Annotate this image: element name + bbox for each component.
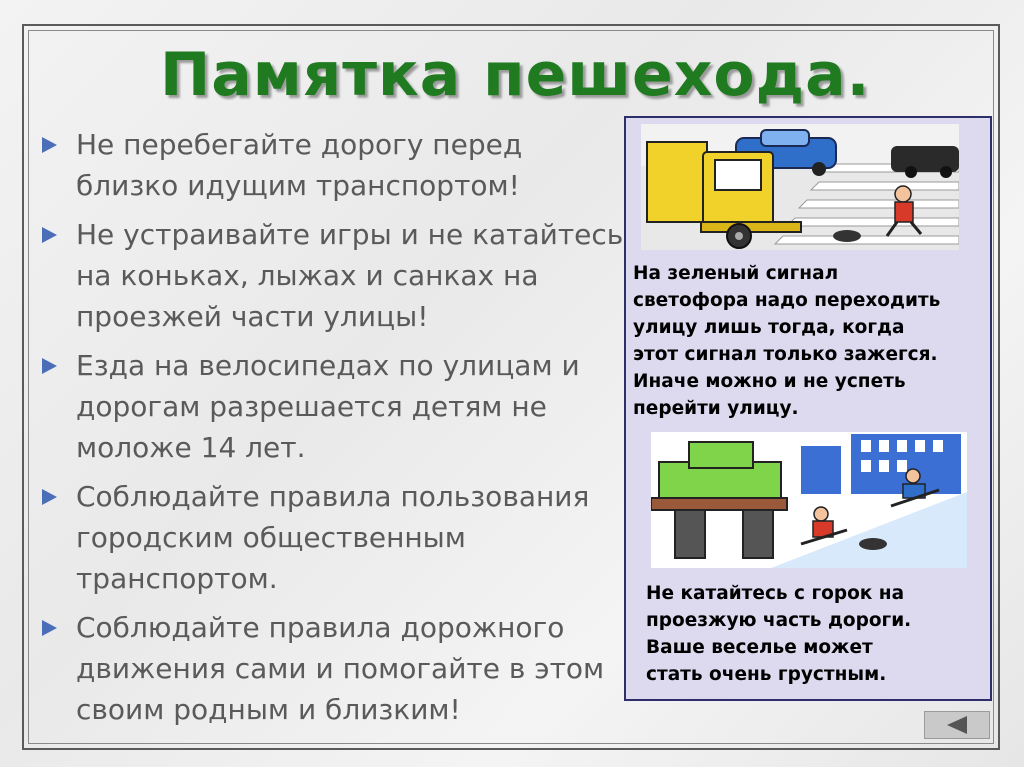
crosswalk-illustration-image: [641, 124, 959, 250]
slide-title: Памятка пешехода.: [160, 40, 871, 110]
bullet-item: [38, 476, 628, 599]
bullet-item: [38, 345, 628, 468]
sledding-caption: Не катайтесь с горок на проезжую часть дороги. Ваше веселье может стать очень грустным.: [646, 583, 912, 685]
bullet-arrow-icon: [42, 358, 57, 374]
bullet-item: [38, 124, 628, 206]
illustration-panel: [624, 116, 992, 701]
bullet-text: Не перебегайте дорогу перед близко идущим транспортом!: [76, 128, 523, 202]
bullet-text: Соблюдайте правила пользования городским общественным транспортом.: [76, 480, 590, 595]
bullet-item: [38, 607, 628, 730]
bullet-text: Не устраивайте игры и не катайтесь на коньках, лыжах и санках на проезжей части улицы!: [76, 218, 624, 333]
bullet-list: [38, 124, 628, 744]
traffic-light-caption: На зеленый сигнал светофора надо переходить улицу лишь тогда, когда этот сигнал только зажегся. Иначе можно и не успеть перейти улицу.: [633, 263, 941, 419]
crosswalk-illustration: [641, 124, 959, 250]
triangle-left-icon: [947, 716, 967, 734]
bullet-arrow-icon: [42, 227, 57, 243]
sledding-illustration: [651, 432, 967, 568]
bullet-text: Соблюдайте правила дорожного движения сами и помогайте в этом своим родным и близким!: [76, 611, 605, 726]
bullet-text: Езда на велосипедах по улицам и дорогам разрешается детям не моложе 14 лет.: [76, 349, 580, 464]
bullet-arrow-icon: [42, 137, 57, 153]
back-button[interactable]: [924, 711, 990, 739]
bullet-arrow-icon: [42, 620, 57, 636]
bullet-item: [38, 214, 628, 337]
bullet-arrow-icon: [42, 489, 57, 505]
sledding-illustration-image: [651, 432, 967, 568]
